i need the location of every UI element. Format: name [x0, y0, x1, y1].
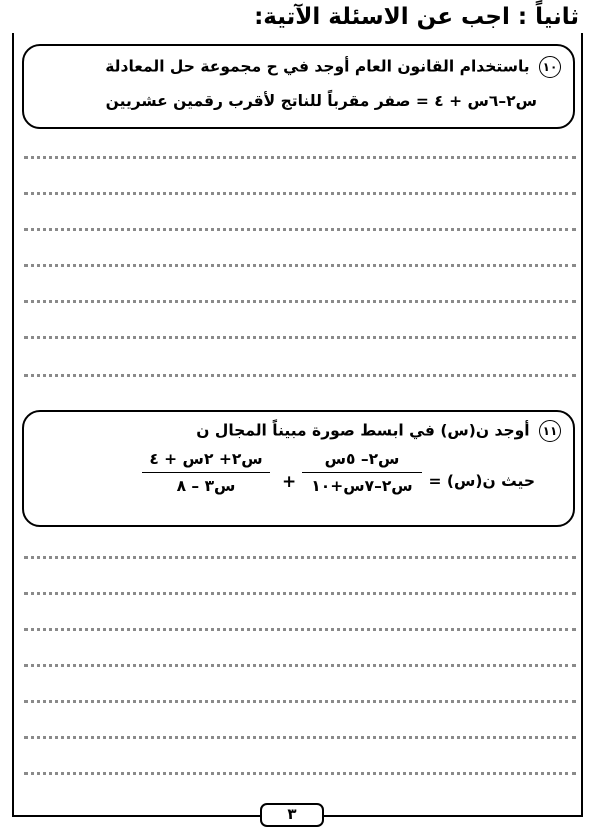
question-10-line2: س٢–٦س + ٤ = صفر مقرباً للناتج لأقرب رقمين عشريين — [105, 92, 537, 110]
fraction-1 — [302, 448, 422, 497]
fraction-2-denominator: س٣ – ٨ — [176, 477, 236, 495]
section-title: ثانياً : اجب عن الاسئلة الآتية: — [254, 4, 579, 30]
fraction-2-numerator: س٢+ ٢س + ٤ — [149, 450, 263, 468]
question-11-number: ١١ — [539, 420, 561, 442]
answer-line — [24, 556, 576, 559]
question-10-number: ١٠ — [539, 56, 561, 78]
fraction-1-numerator: س٢– ٥س — [324, 450, 400, 468]
fraction-2 — [142, 448, 270, 497]
answer-line — [24, 772, 576, 775]
answer-line — [24, 264, 576, 267]
question-10-text: باستخدام القانون العام أوجد في ح مجموعة حل المعادلة — [105, 57, 530, 76]
question-10-box — [22, 44, 575, 129]
page-number: ٣ — [260, 803, 324, 827]
answer-line — [24, 592, 576, 595]
answer-line — [24, 628, 576, 631]
fraction-1-bar — [302, 472, 422, 473]
question-10-line1 — [105, 56, 561, 78]
answer-line — [24, 736, 576, 739]
answer-line — [24, 192, 576, 195]
question-11-box — [22, 410, 575, 527]
question-11-line1 — [196, 420, 561, 442]
answer-line — [24, 336, 576, 339]
fraction-1-denominator: س٢–٧س+١٠ — [311, 477, 413, 495]
answer-line — [24, 300, 576, 303]
fraction-2-bar — [142, 472, 270, 473]
plus-sign: + — [282, 472, 297, 492]
answer-line — [24, 374, 576, 377]
question-11-text: أوجد ن(س) في ابسط صورة مبيناً المجال ن — [196, 421, 530, 440]
answer-line — [24, 664, 576, 667]
answer-line — [24, 228, 576, 231]
answer-line — [24, 700, 576, 703]
question-11-prefix: حيث ن(س) = — [428, 472, 535, 490]
answer-line — [24, 156, 576, 159]
